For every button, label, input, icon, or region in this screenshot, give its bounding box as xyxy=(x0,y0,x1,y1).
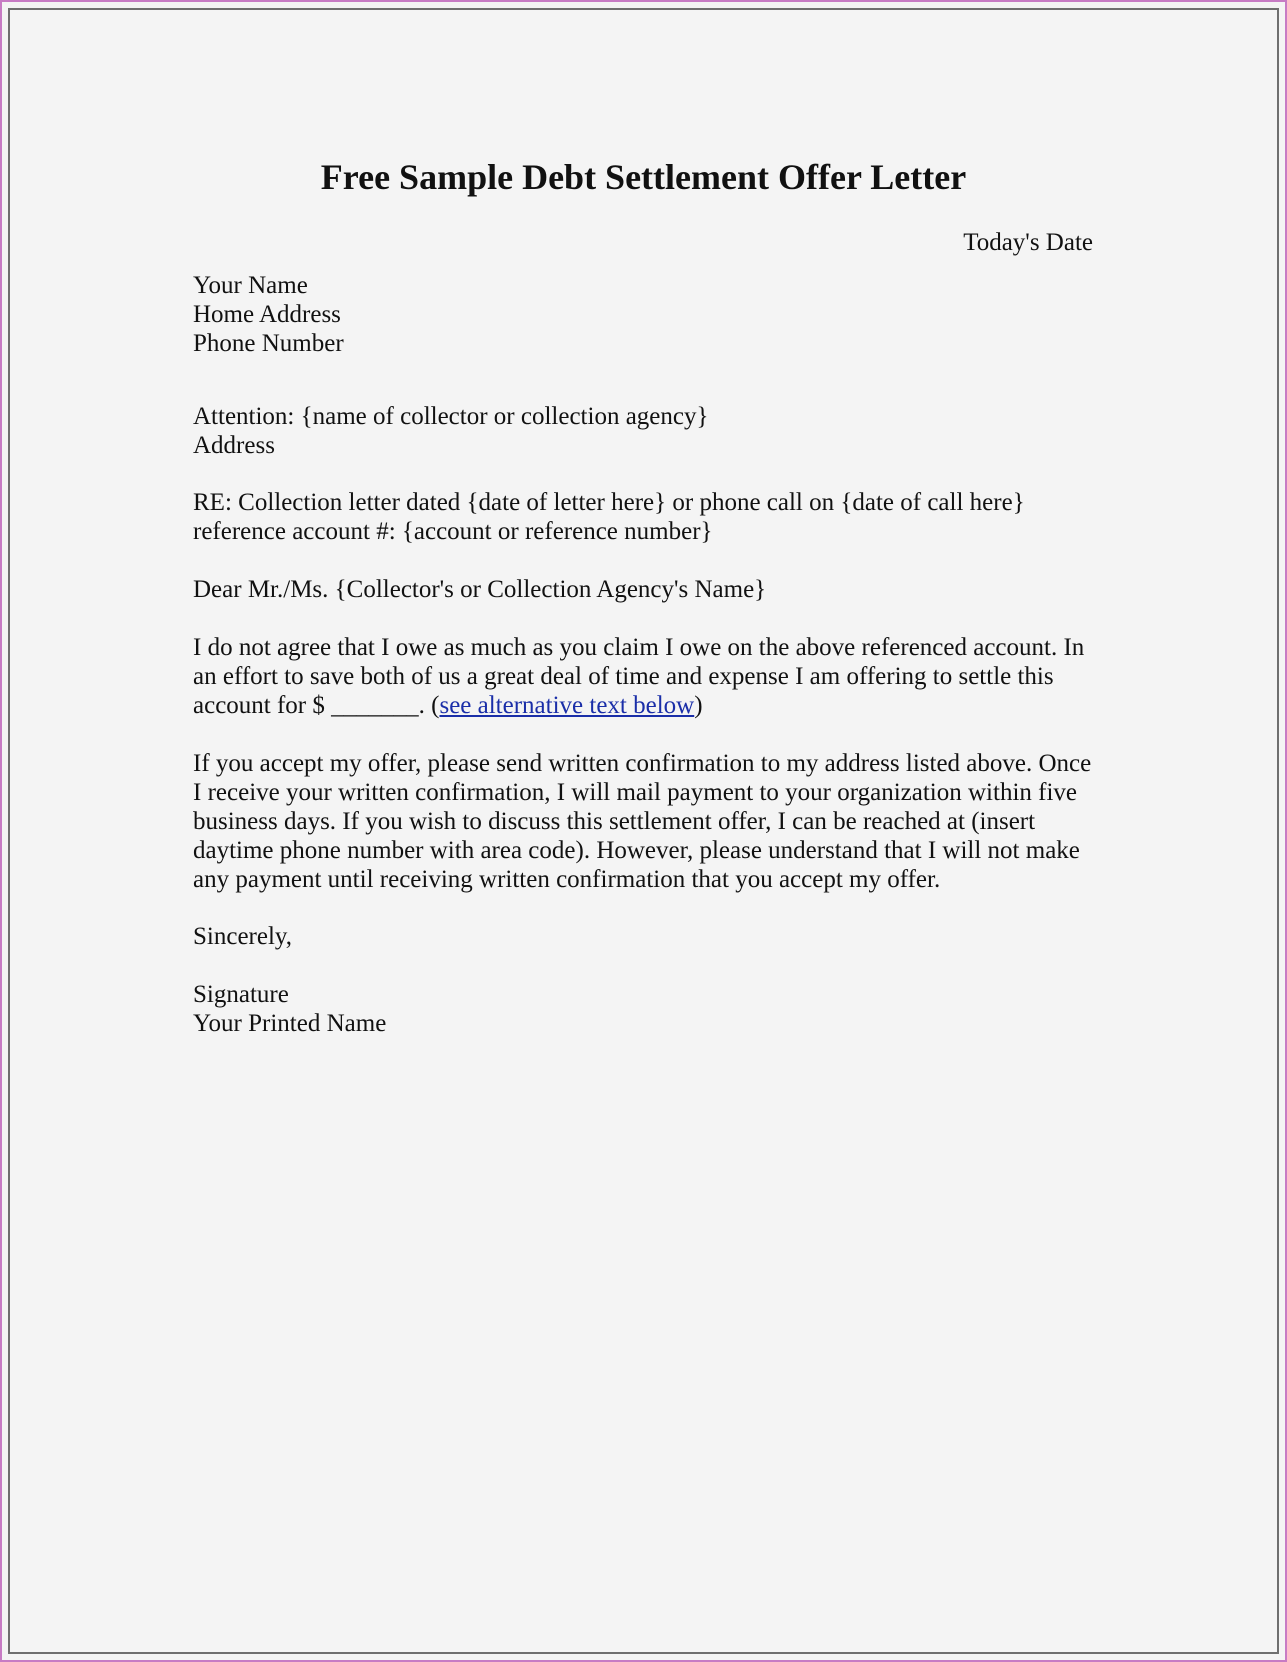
signature-text: Signature xyxy=(193,981,289,1008)
signature-block xyxy=(193,980,1098,1038)
letter-title: Free Sample Debt Settlement Offer Letter xyxy=(320,157,967,197)
salutation xyxy=(193,575,1098,604)
offer-amount-text: account for $ _______. ( xyxy=(193,692,440,719)
recipient-address: Address xyxy=(193,432,275,459)
letter-date: Today's Date xyxy=(963,229,1093,256)
salutation-text: Dear Mr./Ms. {Collector's or Collection Agency's Name} xyxy=(193,576,767,603)
paragraph-confirmation xyxy=(193,749,1098,894)
sender-address: Home Address xyxy=(193,301,341,328)
paragraph-confirmation-line: any payment until receiving written confirmation that you accept my offer. xyxy=(193,866,941,893)
sender-phone: Phone Number xyxy=(193,330,344,357)
offer-close-paren: ) xyxy=(694,692,703,719)
re-line: RE: Collection letter dated {date of letter here} or phone call on {date of call here} xyxy=(193,489,1025,516)
recipient-attention: Attention: {name of collector or collection agency} xyxy=(193,403,709,430)
printed-name-text: Your Printed Name xyxy=(193,1010,387,1037)
alternative-text-link[interactable]: see alternative text below xyxy=(439,692,695,719)
reference-account-line: reference account #: {account or reference number} xyxy=(193,518,713,545)
paragraph-offer xyxy=(193,633,1098,720)
sender-block xyxy=(193,271,1098,358)
paragraph-confirmation-line: If you accept my offer, please send written confirmation to my address listed above. Once xyxy=(193,750,1092,777)
paragraph-offer-line-3 xyxy=(193,691,1098,720)
re-block xyxy=(193,488,1098,546)
paragraph-offer-line-1: I do not agree that I owe as much as you claim I owe on the above referenced account. In xyxy=(193,634,1085,661)
closing-text: Sincerely, xyxy=(193,923,293,950)
paragraph-offer-line-2: an effort to save both of us a great deal of time and expense I am offering to settle this xyxy=(193,663,1054,690)
paragraph-confirmation-line: I receive your written confirmation, I will mail payment to your organization within five xyxy=(193,779,1078,806)
paragraph-confirmation-line: business days. If you wish to discuss this settlement offer, I can be reached at (insert xyxy=(193,808,1036,835)
sender-name: Your Name xyxy=(193,272,308,299)
paragraph-confirmation-line: daytime phone number with area code). However, please understand that I will not make xyxy=(193,837,1080,864)
recipient-block xyxy=(193,402,1098,460)
closing xyxy=(193,922,1098,951)
